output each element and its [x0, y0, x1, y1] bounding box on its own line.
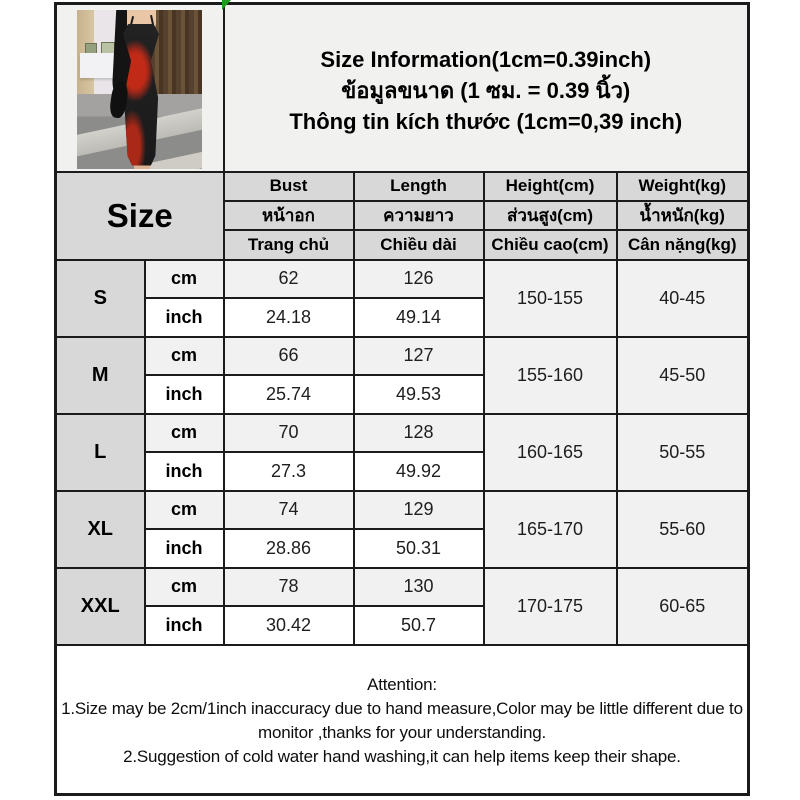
l-length-cm: 128	[354, 414, 484, 452]
l-weight: 50-55	[617, 414, 749, 491]
unit-inch: inch	[145, 375, 224, 414]
size-label-l: L	[56, 414, 145, 491]
title-english: Size Information(1cm=0.39inch)	[320, 47, 652, 73]
s-length-cm: 126	[354, 260, 484, 298]
row-s-cm	[56, 260, 749, 298]
row-xxl-cm	[56, 568, 749, 606]
title-vietnamese: Thông tin kích thước (1cm=0,39 inch)	[289, 109, 683, 135]
header-length-th: ความยาว	[354, 201, 484, 230]
unit-inch: inch	[145, 298, 224, 337]
photo-wood-door	[150, 10, 203, 105]
unit-cm: cm	[145, 260, 224, 298]
s-bust-inch: 24.18	[224, 298, 354, 337]
s-length-inch: 49.14	[354, 298, 484, 337]
unit-inch: inch	[145, 452, 224, 491]
xl-weight: 55-60	[617, 491, 749, 568]
size-label-m: M	[56, 337, 145, 414]
m-bust-inch: 25.74	[224, 375, 354, 414]
header-length-vi: Chiều dài	[354, 230, 484, 260]
m-length-cm: 127	[354, 337, 484, 375]
top-row	[56, 4, 749, 172]
l-length-inch: 49.92	[354, 452, 484, 491]
m-weight: 45-50	[617, 337, 749, 414]
attention-cell	[56, 645, 749, 795]
header-height-vi: Chiều cao(cm)	[484, 230, 617, 260]
size-label-s: S	[56, 260, 145, 337]
attention-item-2: 2.Suggestion of cold water hand washing,it can help items keep their shape.	[123, 746, 681, 766]
header-bust-th: หน้าอก	[224, 201, 354, 230]
unit-cm: cm	[145, 491, 224, 529]
unit-inch: inch	[145, 529, 224, 568]
row-xl-cm	[56, 491, 749, 529]
title-thai: ข้อมูลขนาด (1 ซม. = 0.39 นิ้ว)	[341, 78, 631, 104]
xl-length-inch: 50.31	[354, 529, 484, 568]
xxl-weight: 60-65	[617, 568, 749, 645]
xl-length-cm: 129	[354, 491, 484, 529]
header-weight-en: Weight(kg)	[617, 172, 749, 201]
row-m-cm	[56, 337, 749, 375]
m-bust-cm: 66	[224, 337, 354, 375]
size-information-title	[225, 38, 748, 137]
size-label-xxl: XXL	[56, 568, 145, 645]
unit-inch: inch	[145, 606, 224, 645]
header-height-th: ส่วนสูง(cm)	[484, 201, 617, 230]
m-length-inch: 49.53	[354, 375, 484, 414]
unit-cm: cm	[145, 337, 224, 375]
title-cell	[224, 4, 749, 172]
green-corner-marker-icon	[222, 0, 231, 10]
m-height: 155-160	[484, 337, 617, 414]
size-corner-label: Size	[56, 172, 224, 260]
header-length-en: Length	[354, 172, 484, 201]
xxl-height: 170-175	[484, 568, 617, 645]
header-height-en: Height(cm)	[484, 172, 617, 201]
xxl-length-inch: 50.7	[354, 606, 484, 645]
row-l-cm	[56, 414, 749, 452]
header-weight-vi: Cân nặng(kg)	[617, 230, 749, 260]
attention-row	[56, 645, 749, 795]
header-bust-vi: Trang chủ	[224, 230, 354, 260]
xl-height: 165-170	[484, 491, 617, 568]
xxl-bust-cm: 78	[224, 568, 354, 606]
size-chart-table	[54, 2, 750, 796]
unit-cm: cm	[145, 568, 224, 606]
header-bust-en: Bust	[224, 172, 354, 201]
xl-bust-cm: 74	[224, 491, 354, 529]
xxl-bust-inch: 30.42	[224, 606, 354, 645]
s-weight: 40-45	[617, 260, 749, 337]
size-label-xl: XL	[56, 491, 145, 568]
product-photo-cell	[56, 4, 224, 172]
unit-cm: cm	[145, 414, 224, 452]
header-weight-th: น้ำหนัก(kg)	[617, 201, 749, 230]
s-bust-cm: 62	[224, 260, 354, 298]
l-bust-cm: 70	[224, 414, 354, 452]
xl-bust-inch: 28.86	[224, 529, 354, 568]
s-height: 150-155	[484, 260, 617, 337]
xxl-length-cm: 130	[354, 568, 484, 606]
header-row-english	[56, 172, 749, 201]
product-photo	[77, 10, 202, 169]
attention-item-1: 1.Size may be 2cm/1inch inaccuracy due to hand measure,Color may be little different due to monitor ,thanks for your understanding.	[61, 698, 743, 742]
l-height: 160-165	[484, 414, 617, 491]
l-bust-inch: 27.3	[224, 452, 354, 491]
attention-heading: Attention:	[367, 674, 437, 694]
